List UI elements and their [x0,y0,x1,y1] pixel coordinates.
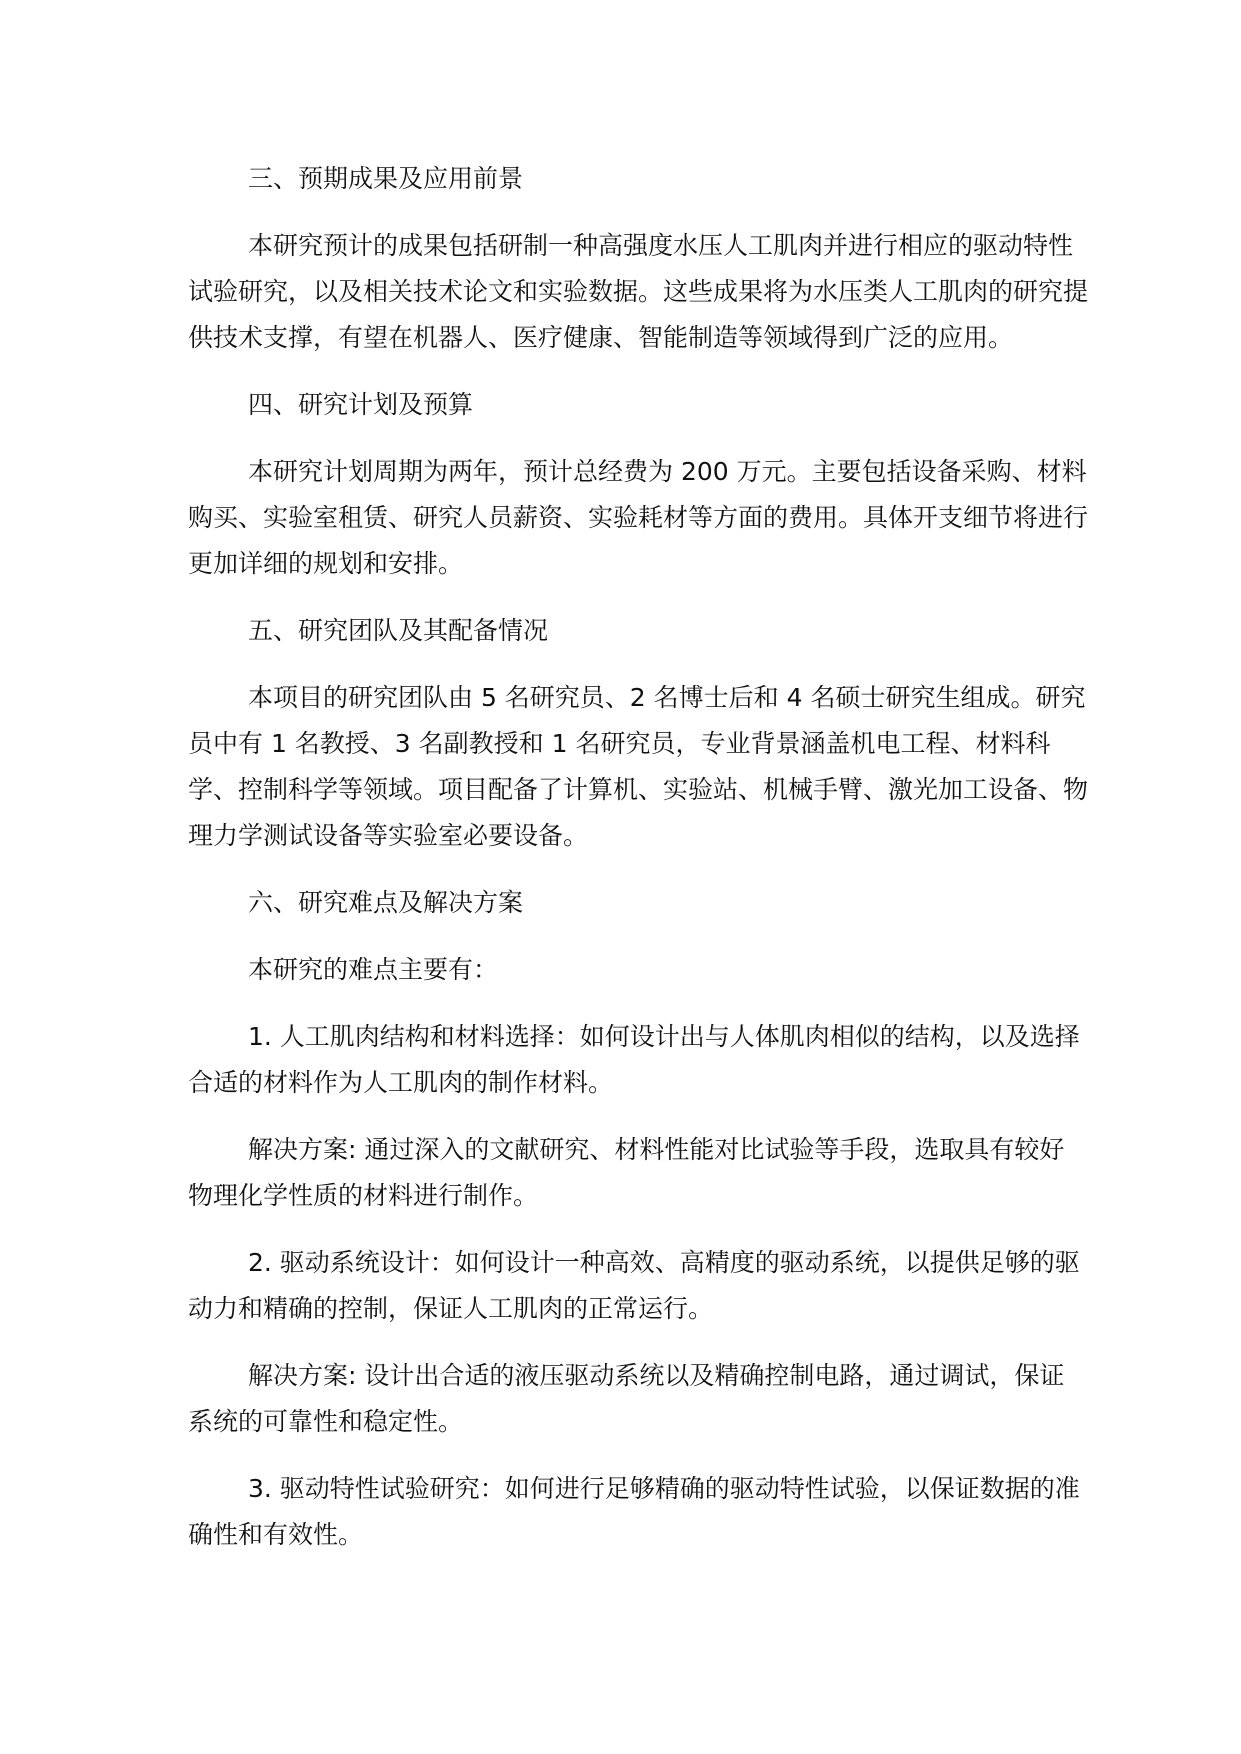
section-heading-plan-budget: 四、研究计划及预算 [248,390,474,419]
difficulty-item-2: 2. 驱动系统设计：如何设计一种高效、高精度的驱动系统，以提供足够的驱动力和精确的控制，保证人工肌肉的正常运行。 [188,1248,1080,1323]
paragraph-difficulties-intro: 本研究的难点主要有： [248,955,499,984]
solution-item-1: 解决方案: 通过深入的文献研究、材料性能对比试验等手段，选取具有较好物理化学性质的材料进行制作。 [188,1135,1065,1210]
difficulty-item-1: 1. 人工肌肉结构和材料选择：如何设计出与人体肌肉相似的结构，以及选择合适的材料作为人工肌肉的制作材料。 [188,1022,1080,1097]
paragraph-plan-budget: 本研究计划周期为两年，预计总经费为 200 万元。主要包括设备采购、材料购买、实验室租赁、研究人员薪资、实验耗材等方面的费用。具体开支细节将进行更加详细的规划和安排。 [188,457,1089,578]
paragraph-expected-results: 本研究预计的成果包括研制一种高强度水压人工肌肉并进行相应的驱动特性试验研究，以及相关技术论文和实验数据。这些成果将为水压类人工肌肉的研究提供技术支撑，有望在机器人、医疗健康、智能制造等领域得到广泛的应用。 [188,231,1089,352]
paragraph-research-team: 本项目的研究团队由 5 名研究员、2 名博士后和 4 名硕士研究生组成。研究员中有 1 名教授、3 名副教授和 1 名研究员，专业背景涵盖机电工程、材料科学、控制科学等领域。项目配备了计算机、实验站、机械手臂、激光加工设备、物理力学测试设备等实验室必要设备。 [188,683,1089,850]
solution-item-2: 解决方案: 设计出合适的液压驱动系统以及精确控制电路，通过调试，保证系统的可靠性和稳定性。 [188,1361,1065,1436]
section-heading-difficulties: 六、研究难点及解决方案 [248,888,524,917]
section-heading-research-team: 五、研究团队及其配备情况 [248,616,549,645]
section-heading-expected-results: 三、预期成果及应用前景 [248,164,524,193]
document-page [188,156,1088,1579]
difficulty-item-3: 3. 驱动特性试验研究：如何进行足够精确的驱动特性试验，以保证数据的准确性和有效性。 [188,1474,1080,1549]
